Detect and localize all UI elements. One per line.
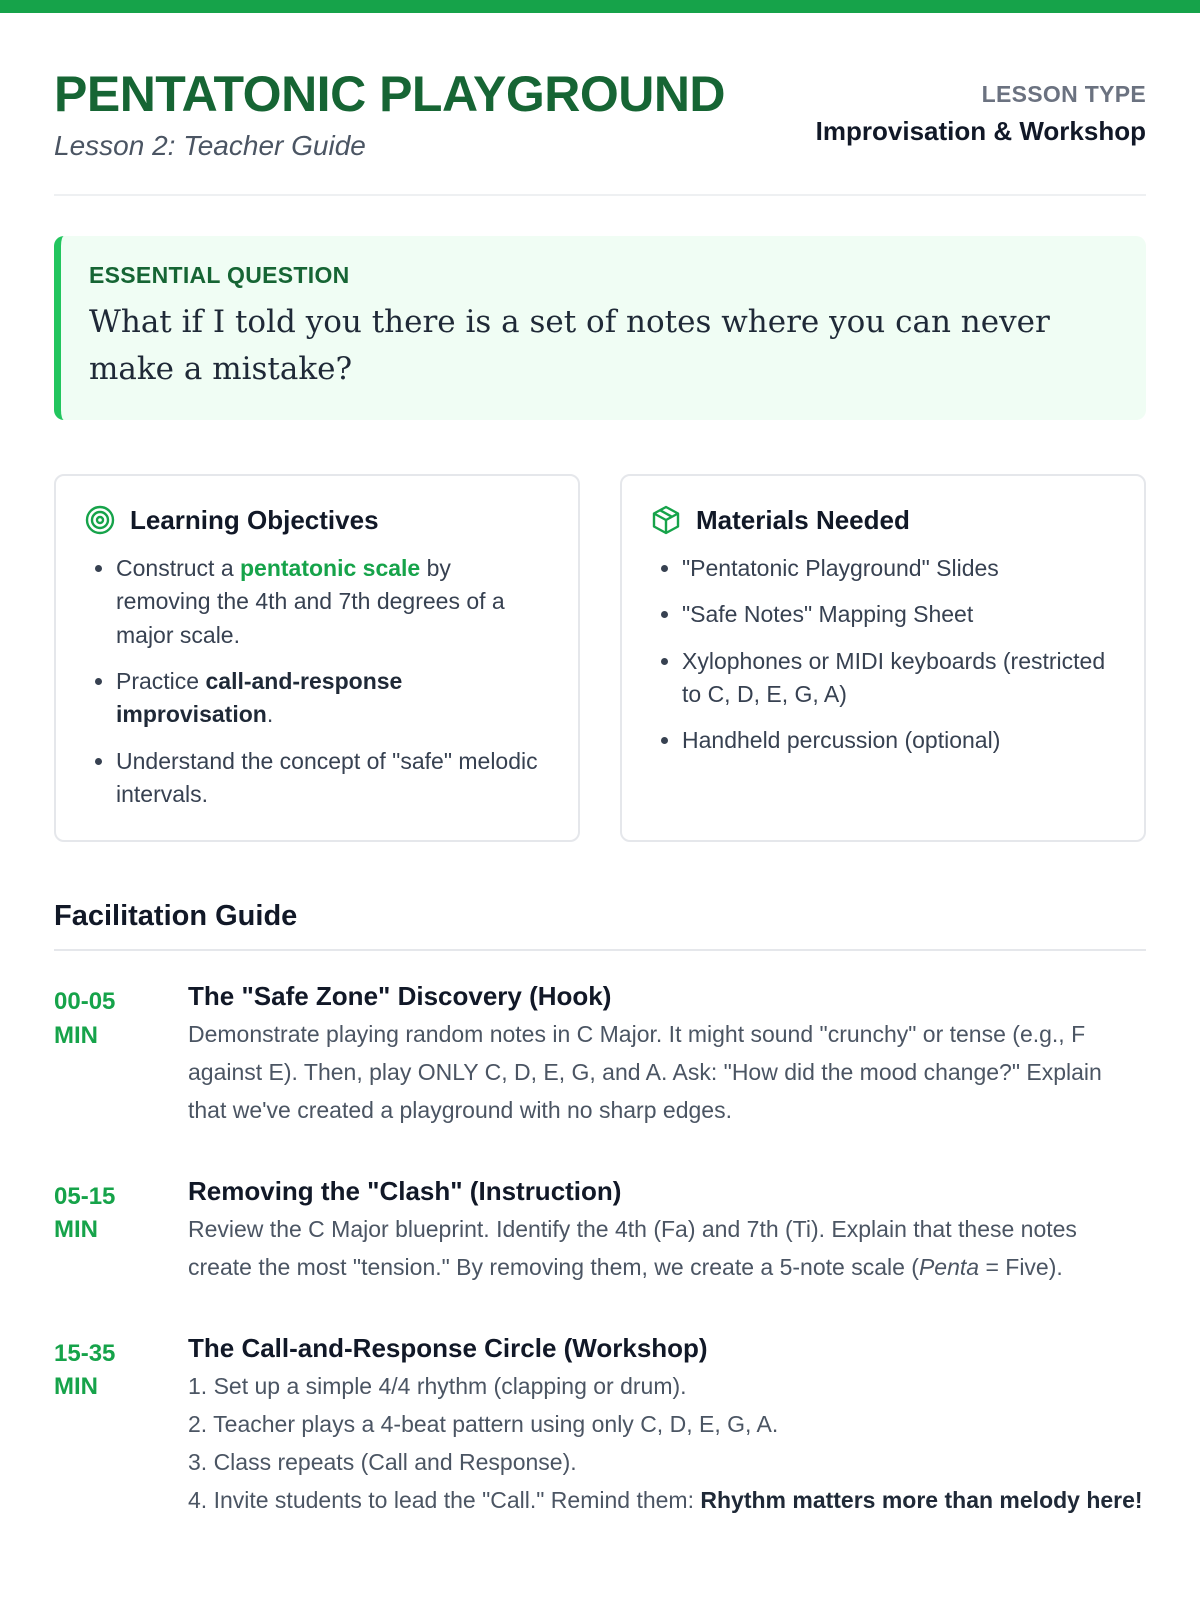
page-title: PENTATONIC PLAYGROUND [54,66,726,122]
page-header [54,13,1146,196]
top-accent-bar [0,0,1200,13]
penta-term: Penta [918,1253,980,1280]
materials-card [620,474,1146,842]
objective-text: . [266,701,274,728]
lesson-type [816,67,1146,147]
page-subtitle: Lesson 2: Teacher Guide [54,130,366,161]
essential-question-label: ESSENTIAL QUESTION [89,262,350,288]
target-icon [84,504,116,536]
objectives-header [84,504,550,536]
list-item [116,552,550,652]
facilitation-guide-title: Facilitation Guide [54,900,1146,951]
step-title: The Call-and-Response Circle (Workshop) [188,1332,708,1363]
step-body [188,1333,1146,1520]
step-time-unit: MIN [54,1216,98,1244]
objective-text: Understand the concept of "safe" melodic intervals. [116,747,538,808]
materials-title: Materials Needed [696,504,910,535]
step-title: The "Safe Zone" Discovery (Hook) [188,981,612,1011]
step-description-text: Review the C Major blueprint. Identify the 4th (Fa) and 7th (Ti). Explain that these notes create the most "tension." By removing them, we create a 5-note scale ( [188,1215,1077,1280]
workshop-step-line: 2. Teacher plays a 4-beat pattern using only C, D, E, G, A. [188,1410,779,1437]
step-time-range: 00-05 [54,988,116,1015]
info-cards [54,474,1146,842]
workshop-step-line: 1. Set up a simple 4/4 rhythm (clapping or drum). [188,1372,687,1399]
step-time-range: 05-15 [54,1182,116,1210]
materials-header [650,504,1116,536]
step-body [188,1176,1146,1287]
step-time-unit: MIN [54,1373,98,1401]
lesson-page [0,13,1200,1519]
objective-text: by removing the 4th and 7th degrees of a major scale. [116,555,505,648]
step-description [188,1211,1146,1287]
essential-question-box [54,236,1146,420]
step-description [188,1368,1146,1520]
call-response-term: call-and-response improvisation [116,668,403,728]
pentatonic-scale-term: pentatonic scale [240,555,421,581]
objectives-list [84,552,550,811]
list-item [116,665,550,732]
objectives-title: Learning Objectives [130,504,379,535]
workshop-step-line [188,1482,1146,1520]
step-body [188,981,1146,1130]
facilitation-step [54,981,1146,1130]
lesson-type-value: Improvisation & Workshop [815,116,1146,146]
step-time [54,981,188,1130]
step-description: Demonstrate playing random notes in C Major. It might sound "crunchy" or tense (e.g., F against E). Then, play ONLY C, D, E, G, and A. Ask: "How did the mood change?" Explain that we've created a playground with no sharp edges. [188,1021,1102,1123]
step-description-text: = Five). [979,1253,1063,1280]
list-item [116,745,550,812]
rhythm-reminder: Rhythm matters more than melody here! [700,1486,1143,1513]
list-item: • "Pentatonic Playground" Slides [682,552,1116,585]
workshop-step-line: 3. Class repeats (Call and Response). [188,1448,577,1475]
list-item: • Xylophones or MIDI keyboards (restricted to C, D, E, G, A) [682,645,1116,712]
essential-question-text: What if I told you there is a set of notes where you can never make a mistake? [89,304,1050,387]
step-time [54,1176,188,1287]
facilitation-step [54,1333,1146,1520]
materials-list [650,552,1116,758]
step-title: Removing the "Clash" (Instruction) [188,1175,622,1206]
lesson-type-label: LESSON TYPE [981,81,1146,107]
objective-text: Construct a [116,555,240,581]
facilitation-step [54,1176,1146,1287]
list-item: • "Safe Notes" Mapping Sheet [682,598,1116,631]
step-time [54,1333,188,1520]
title-block [54,67,725,162]
step-time-unit: MIN [54,1021,98,1049]
step-time-range: 15-35 [54,1339,116,1367]
box-icon [650,504,682,536]
list-item: • Handheld percussion (optional) [682,724,1116,757]
objective-text: Practice [116,668,206,695]
objectives-card [54,474,580,842]
workshop-step-text: 4. Invite students to lead the "Call." Remind them: [188,1486,701,1513]
